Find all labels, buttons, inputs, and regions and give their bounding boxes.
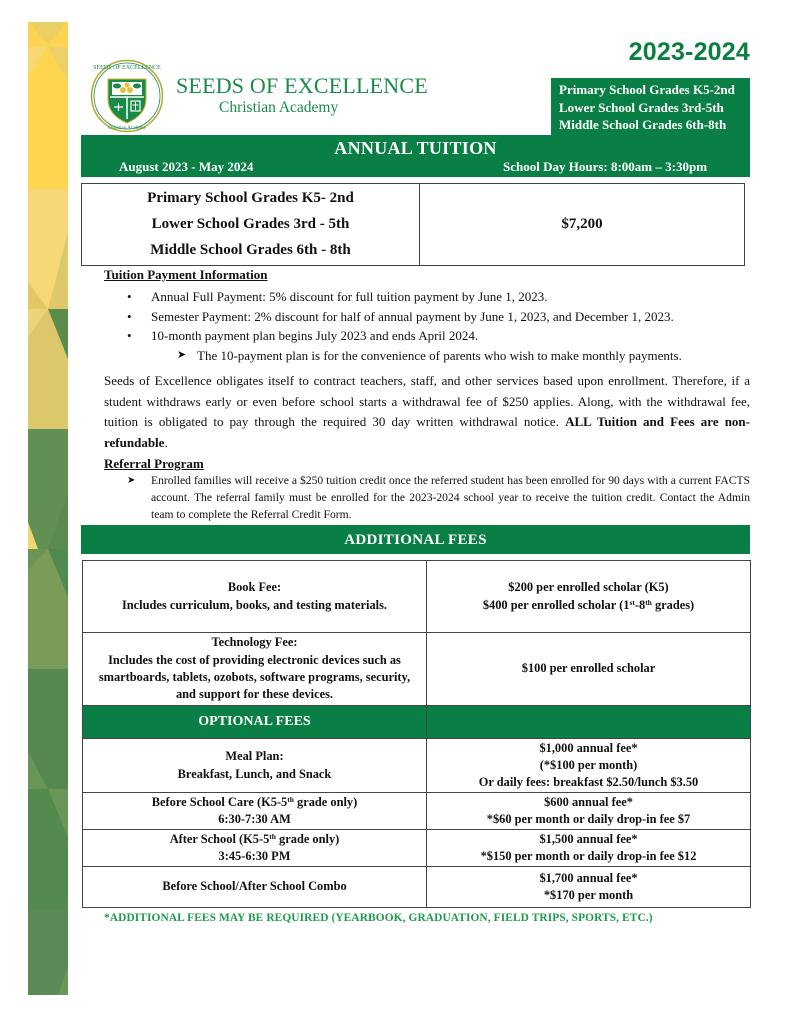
tuition-table — [81, 183, 745, 266]
fees-table — [82, 560, 751, 908]
fee-name-cell: Before School/After School Combo — [83, 867, 427, 908]
table-row — [83, 633, 751, 706]
school-name: SEEDS OF EXCELLENCE — [176, 73, 428, 98]
list-item: • 10-month payment plan begins July 2023 and ends April 2024. — [104, 326, 754, 346]
school-year: 2023-2024 — [628, 38, 750, 66]
additional-fees-footnote: *ADDITIONAL FEES MAY BE REQUIRED (YEARBOOK, GRADUATION, FIELD TRIPS, SPORTS, ETC.) — [104, 912, 653, 924]
arrow-bullet-icon: ➤ — [127, 475, 136, 486]
annual-tuition-title: ANNUAL TUITION — [334, 138, 497, 158]
tuition-grade: Primary School Grades K5- 2nd — [147, 190, 354, 207]
optional-fees-title: OPTIONAL FEES — [83, 706, 427, 739]
decorative-side-stripe — [28, 22, 68, 995]
bullet-icon: • — [127, 308, 132, 324]
table-row — [83, 561, 751, 633]
referral-program — [104, 472, 750, 523]
tuition-grade: Middle School Grades 6th - 8th — [150, 241, 351, 258]
fee-price-cell: $1,500 annual fee* *$150 per month or daily drop-in fee $12 — [427, 830, 751, 867]
tuition-amount: $7,200 — [561, 216, 603, 232]
fee-price-cell: $200 per enrolled scholar (K5) $400 per enrolled scholar (1st-8th grades) — [427, 561, 751, 633]
empty-header-cell — [427, 706, 751, 739]
fee-price-cell: $100 per enrolled scholar — [427, 633, 751, 706]
payment-info-list — [104, 287, 754, 365]
school-crest-icon — [90, 59, 164, 133]
fee-name-cell: Before School Care (K5-5th grade only) 6:30-7:30 AM — [83, 793, 427, 830]
additional-fees-header: ADDITIONAL FEES — [81, 525, 750, 554]
date-range: August 2023 - May 2024 — [119, 159, 254, 174]
fee-name-cell: Book Fee: Includes curriculum, books, and testing materials. — [83, 561, 427, 633]
bullet-icon: • — [127, 328, 132, 343]
tuition-grade: Lower School Grades 3rd - 5th — [151, 215, 350, 232]
payment-info-heading: Tuition Payment Information — [104, 267, 268, 282]
svg-text:Christian Academy: Christian Academy — [107, 126, 147, 131]
tuition-grades-cell — [82, 184, 420, 265]
list-item: • Semester Payment: 2% discount for half of annual payment by June 1, 2023, and December 1, 2023. — [104, 307, 754, 327]
list-item: • Annual Full Payment: 5% discount for full tuition payment by June 1, 2023. — [104, 287, 754, 307]
svg-text:SEEDS OF EXCELLENCE: SEEDS OF EXCELLENCE — [93, 65, 161, 71]
fee-price-cell: $1,700 annual fee* *$170 per month — [427, 867, 751, 908]
sub-list-item: ➤ The 10-payment plan is for the convenience of parents who wish to make monthly payments. — [104, 346, 754, 366]
withdrawal-policy: Seeds of Excellence obligates itself to contract teachers, staff, and other services based upon enrollment. Therefore, if a student withdraws early or even before school starts a withdrawal fee of $250 applies. Along, with the withdrawal fee, tuition is obligated to pay through the required 30 day written withdrawal notice. ALL Tuition and Fees are non-refundable. — [104, 373, 750, 450]
fee-name-cell: Technology Fee: Includes the cost of providing electronic devices such as smartboards, tablets, ozobots, software programs, security, and support for these devices. — [83, 633, 427, 706]
referral-heading: Referral Program — [104, 456, 204, 471]
grade-level: Lower School Grades 3rd-5th — [559, 99, 724, 115]
table-row — [83, 867, 751, 908]
annual-tuition-header — [81, 135, 750, 177]
fee-price-cell: $1,000 annual fee* (*$100 per month) Or daily fees: breakfast $2.50/lunch $3.50 — [427, 739, 751, 793]
referral-text: Enrolled families will receive a $250 tuition credit once the referred student has been enrolled for 90 days with a current FACTS account. The referral family must be enrolled for the 2023-2024 school year to receive the tuition credit. Contact the Admin team to complete the Referral Credit Form. — [151, 474, 750, 521]
school-hours: School Day Hours: 8:00am – 3:30pm — [503, 159, 708, 174]
grade-level: Middle School Grades 6th-8th — [559, 117, 727, 132]
fee-name-cell: Meal Plan: Breakfast, Lunch, and Snack — [83, 739, 427, 793]
bullet-icon: • — [127, 289, 132, 304]
grade-levels-box — [551, 78, 750, 135]
table-row — [83, 793, 751, 830]
table-row — [83, 739, 751, 793]
school-subtitle: Christian Academy — [219, 99, 339, 116]
table-row — [83, 830, 751, 867]
arrow-bullet-icon: ➤ — [177, 348, 187, 361]
non-refundable-notice: ALL Tuition and Fees are non-refundable — [104, 414, 750, 450]
fee-name-cell: After School (K5-5th grade only) 3:45-6:30 PM — [83, 830, 427, 867]
optional-fees-header-row — [83, 706, 751, 739]
fee-price-cell: $600 annual fee* *$60 per month or daily drop-in fee $7 — [427, 793, 751, 830]
grade-level: Primary School Grades K5-2nd — [559, 82, 735, 97]
